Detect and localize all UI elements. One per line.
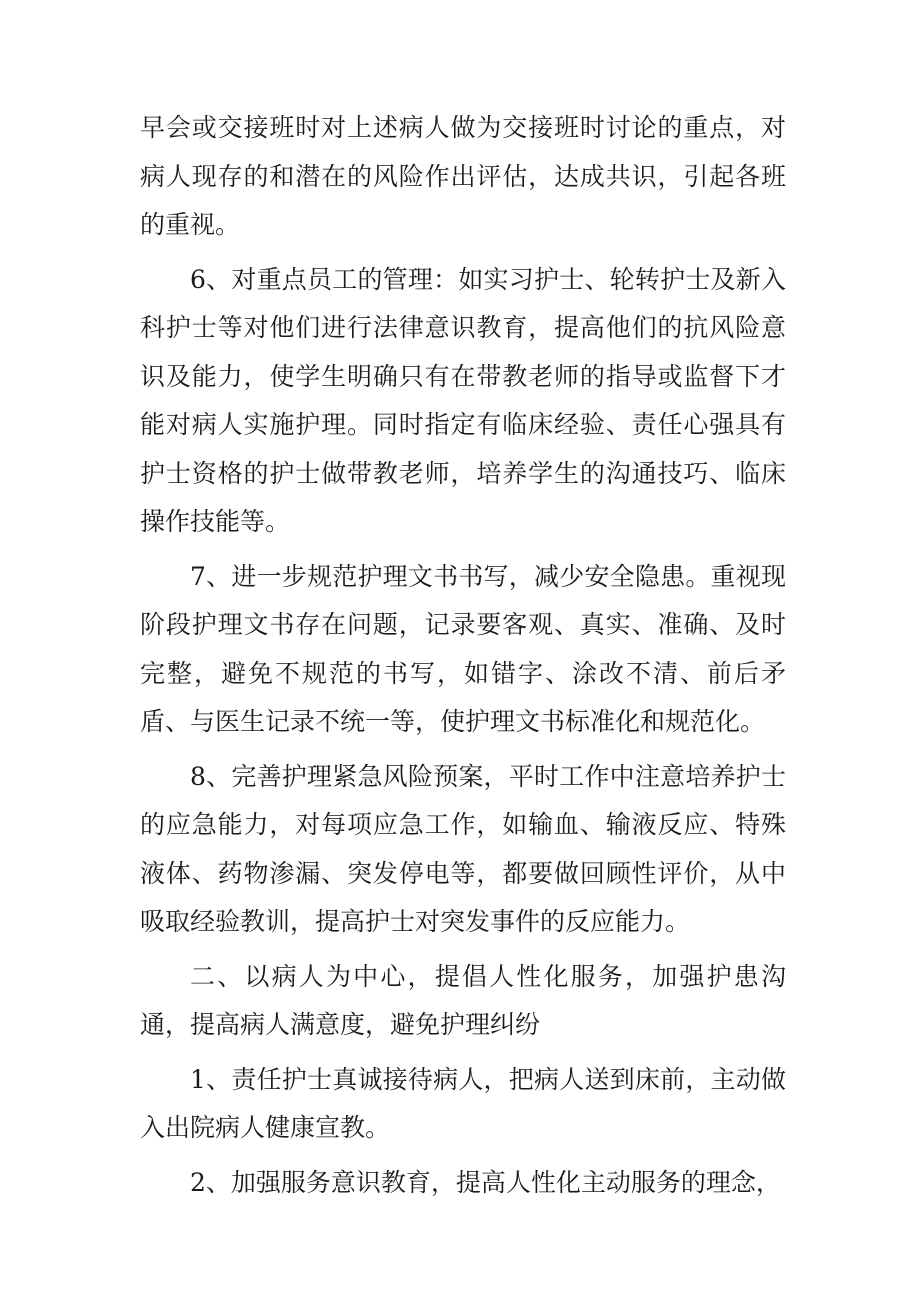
paragraph-item-6: 6、对重点员工的管理：如实习护士、轮转护士及新入科护士等对他们进行法律意识教育，提高他们的抗风险意识及能力，使学生明确只有在带教老师的指导或监督下才能对病人实施护理。同时指定有临床经验、责任心强具有护士资格的护士做带教老师，培养学生的沟通技巧、临床操作技能等。 [140, 264, 786, 536]
paragraph-sub-item-2: 2、加强服务意识教育，提高人性化主动服务的理念， [190, 1167, 781, 1197]
section-heading-2: 二、以病人为中心，提倡人性化服务，加强护患沟通，提高病人满意度，避免护理纠纷 [140, 961, 786, 1039]
document-body [140, 104, 786, 1213]
paragraph-item-7: 7、进一步规范护理文书书写，减少安全隐患。重视现阶段护理文书存在问题，记录要客观、真实、准确、及时完整，避免不规范的书写，如错字、涂改不清、前后矛盾、与医生记录不统一等，使护理文书标准化和规范化。 [140, 561, 786, 736]
paragraph-item-8: 8、完善护理紧急风险预案，平时工作中注意培养护士的应急能力，对每项应急工作，如输血、输液反应、特殊液体、药物渗漏、突发停电等，都要做回顾性评价，从中吸取经验教训，提高护士对突发事件的反应能力。 [140, 761, 786, 936]
paragraph-sub-item-1: 1、责任护士真诚接待病人，把病人送到床前，主动做入出院病人健康宣教。 [140, 1064, 786, 1142]
paragraph-continued: 早会或交接班时对上述病人做为交接班时讨论的重点，对病人现存的和潜在的风险作出评估，达成共识，引起各班的重视。 [140, 113, 786, 239]
